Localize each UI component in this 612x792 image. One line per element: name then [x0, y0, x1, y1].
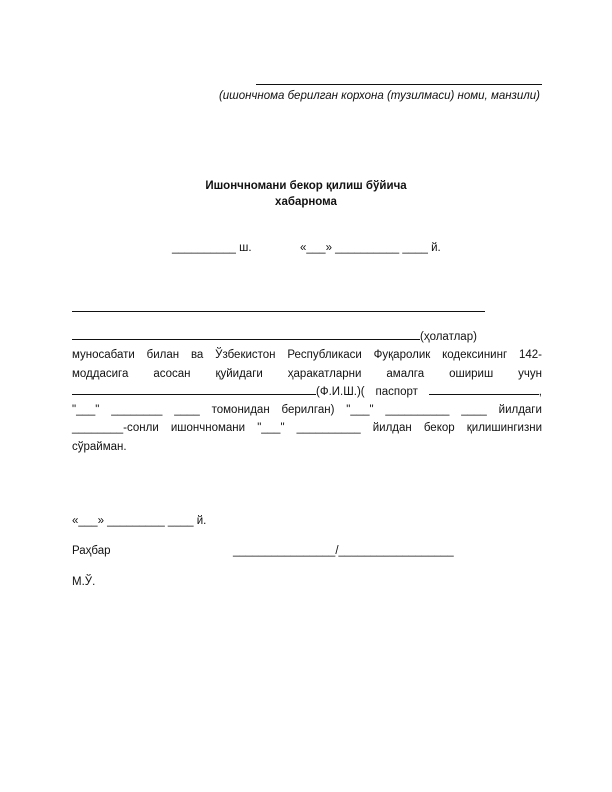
circumstances-blank [72, 328, 420, 340]
city-suffix: ш. [239, 242, 252, 254]
fio-blank [72, 383, 316, 395]
circumstances-label: (ҳолатлар) [420, 331, 477, 343]
month-blank-2: __________ [385, 404, 450, 417]
revoke-text: йилдан бекор қилишингизни [372, 422, 543, 435]
month-blank: ________ [111, 404, 163, 417]
dated-text: йилдаги [498, 404, 542, 417]
year-blank: ____ [174, 404, 200, 417]
head-label: Раҳбар [72, 545, 111, 557]
body-line-2: муносабати билан ва Ўзбекистон Республикаси Фуқаролик кодексининг 142- [72, 349, 542, 362]
signature-line: ________________/__________________ [233, 545, 454, 557]
address-caption: (ишончнома берилган корхона (тузилмаси) номи, манзили) [218, 90, 540, 102]
body-line-5 [72, 401, 542, 419]
poa-number-text: ________-сонли ишончномани [72, 422, 246, 435]
passport-label: паспорт [375, 385, 418, 398]
body-line-3: моддасига асосан қуйидаги ҳаракатларни амалга ошириш учун [72, 367, 542, 380]
city-blank: __________ [172, 242, 236, 254]
day-blank: "___" [72, 404, 100, 417]
issue-date: «___» __________ ____ й. [300, 242, 441, 254]
place-date-row [172, 242, 441, 254]
year-blank-2: ____ [461, 404, 487, 417]
body-line-1 [72, 328, 542, 346]
document-title-line1: Ишончномани бекор қилиш бўйича [205, 180, 407, 192]
body-paragraph [72, 328, 542, 456]
body-line-7: сўрайман. [72, 440, 127, 453]
blank-line [72, 301, 485, 312]
document-title-line2: хабарнома [275, 196, 337, 208]
issued-by-text: томонидан берилган) [211, 404, 335, 417]
day-blank-3: "___" [257, 422, 285, 435]
stamp-place-label: М.Ў. [72, 576, 96, 588]
address-blank-line [256, 74, 542, 85]
body-line-4: (Ф.И.Ш.)( паспорт , [72, 383, 542, 401]
fio-label: (Ф.И.Ш.)( [316, 385, 365, 398]
passport-blank [429, 383, 539, 395]
day-blank-2: "___" [346, 404, 374, 417]
month-blank-3: __________ [296, 422, 361, 435]
body-line-6 [72, 419, 542, 437]
footer-date: «___» _________ ____ й. [72, 515, 207, 527]
